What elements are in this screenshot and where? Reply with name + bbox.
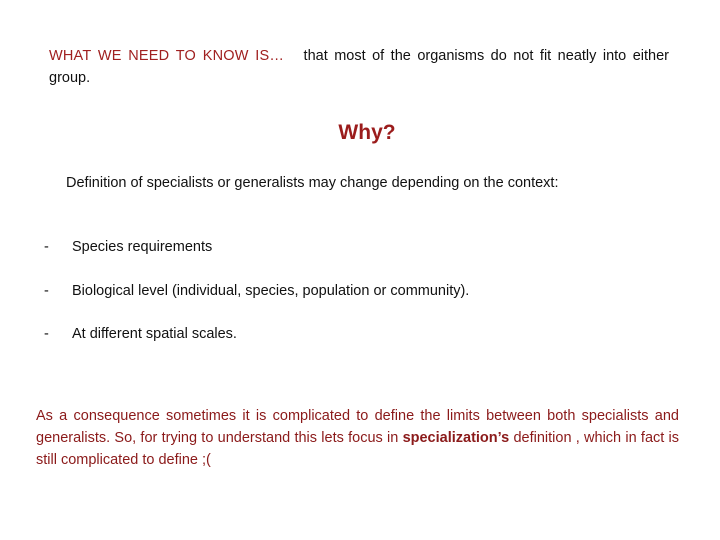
bullet-marker: - [44,326,49,342]
intro-paragraph [49,45,669,89]
list-item-text: Biological level (individual, species, population or community). [72,282,470,299]
conclusion-text-start: As a consequence sometimes it is complicated to define the limits between both specialists and generalists. So, for trying to understand this lets focus in [36,408,679,446]
bullet-marker: - [44,282,49,299]
conclusion-paragraph [36,405,679,471]
context-list [44,239,469,370]
list-item-text: At different spatial scales. [72,326,237,342]
conclusion-emphasis: specialization’s [402,430,510,446]
question-heading: Why? [338,121,396,144]
definition-text: Definition of specialists or generalists may change depending on the context: [66,175,559,191]
list-item [44,239,469,283]
list-item-text: Species requirements [72,239,213,255]
list-item [44,283,469,327]
bullet-marker: - [44,239,49,255]
intro-text: that most of the organisms do not fit neatly into either group. [49,48,669,86]
intro-lead: WHAT WE NEED TO KNOW IS… [49,48,285,64]
list-item [44,326,469,370]
conclusion-text-end: definition , which in fact is still complicated to define ;( [36,430,680,468]
